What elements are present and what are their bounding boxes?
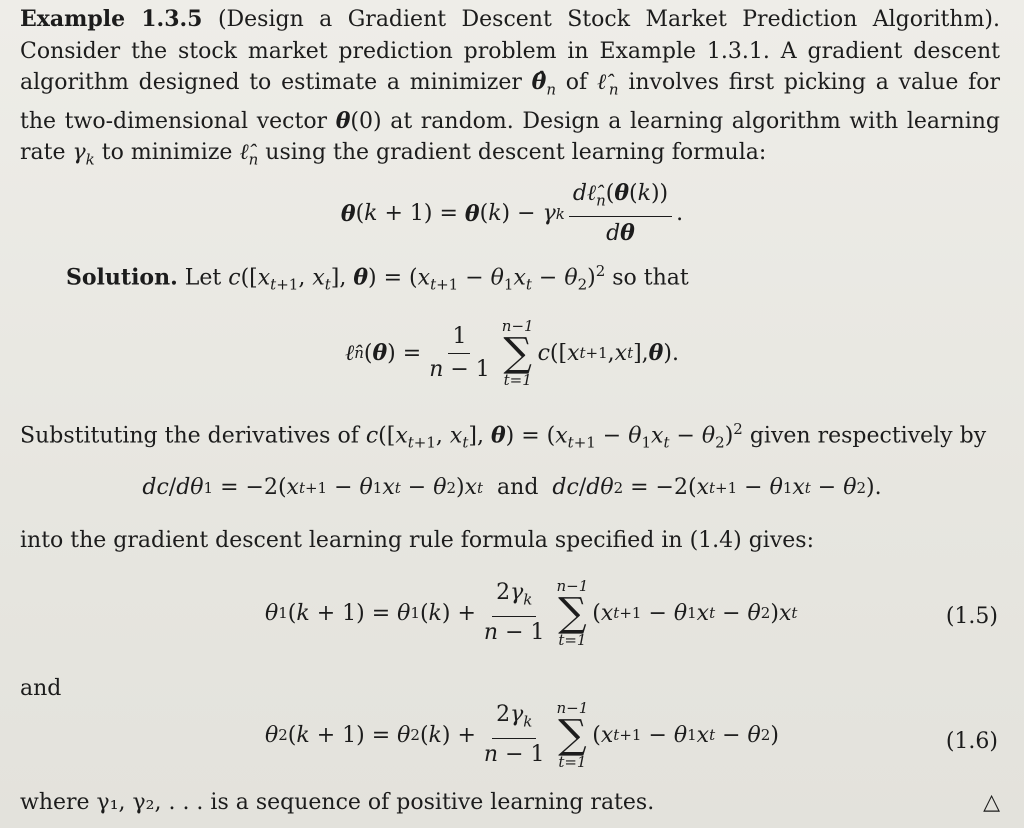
derivatives-and: and <box>497 475 539 500</box>
solution-line: Solution. Let $c([x_{t+1}$, $x_t$], $\theta) = (x_{t+1} - \theta_1x_t - \theta_2)^2$ so that <box>66 262 689 294</box>
equation-number-1-6: (1.6) <box>945 729 998 754</box>
gradient-descent-formula: θ ( k + 1) = θ ( k ) − γ k $\frac{d\ell̂_n(\theta(k))}{d\theta}$ . <box>340 180 684 247</box>
example-text-4: at random. Design a learning algorithm with learning rate <box>20 108 1000 166</box>
example-paragraph: Example 1.3.5 (Design a Gradient Descent Stock Market Prediction Algorithm). Consider the stock market prediction problem in Example 1.3.1. A gradient descent algorithm designed to estimate a minimizer $\thetâ_n$ of $\ell̂_n$ involves first picking a value for the two-dimensional vector θ(0) at random. Design a learning algorithm with learning rate $\gamma_k$ to minimize $\ell̂_n$ using the gradient descent learning formula: <box>20 6 1001 169</box>
example-label: Example 1.3.5 <box>20 6 203 32</box>
derivatives-formula: dc / dθ 1 = −2( x t+1 − θ 1 x t − θ 2 ) x t and dc / dθ 2 = −2( x t+1 − θ 1 x t − θ 2 ). <box>142 475 882 500</box>
substituting-text-2: given respectively by <box>749 423 987 449</box>
example-text-5: to minimize <box>101 140 233 166</box>
substituting-line: Substituting the derivatives of $c([x_{t+1}$, $x_t$], $\theta) = (x_{t+1} - \theta_1x_t - \theta_2)^2$ given respectively by <box>20 420 987 452</box>
solution-text-2: so that <box>612 265 689 291</box>
loss-formula: ℓ̂ n ( θ ) = $\frac{1}{n - 1}$ n−1 ∑ t=1 c ([ x t+1 , x t ], θ ). <box>345 317 679 389</box>
example-title: (Design a Gradient Descent Stock Market Prediction Algorithm). <box>217 7 1001 32</box>
solution-text-1: Let <box>184 265 222 291</box>
and-line: and <box>20 676 62 701</box>
into-line <box>20 528 814 553</box>
solution-label: Solution. <box>66 264 178 291</box>
equation-1-5: θ 1 ( k + 1) = θ 1 ( k ) + $\frac{2\gamma_k}{n - 1}$ n−1 ∑ t=1 ( x t+1 − θ 1 x t − θ 2 ) x t <box>265 577 798 649</box>
substituting-text-3: into the gradient descent learning rule formula specified in (1.4) gives: <box>20 528 814 553</box>
closing-line: where γ₁, γ₂, . . . is a sequence of positive learning rates. <box>20 790 655 815</box>
end-of-example-triangle-icon: △ <box>983 790 1000 815</box>
example-text-1: Consider the stock market prediction problem in Example 1.3.1. A gradient descent algorithm designed to estimate a minimizer <box>20 38 1000 95</box>
equation-number-1-5: (1.5) <box>945 604 998 629</box>
substituting-text-1: Substituting the derivatives of <box>20 423 359 449</box>
example-text-2: of <box>565 70 588 95</box>
example-text-6: using the gradient descent learning formula: <box>265 140 767 166</box>
equation-1-6: θ 2 ( k + 1) = θ 2 ( k ) + $\frac{2\gamma_k}{n - 1}$ n−1 ∑ t=1 ( x t+1 − θ 1 x t − θ 2 ) <box>265 699 779 771</box>
example-text-3: involves first picking a value for the two-dimensional vector <box>20 70 1001 134</box>
